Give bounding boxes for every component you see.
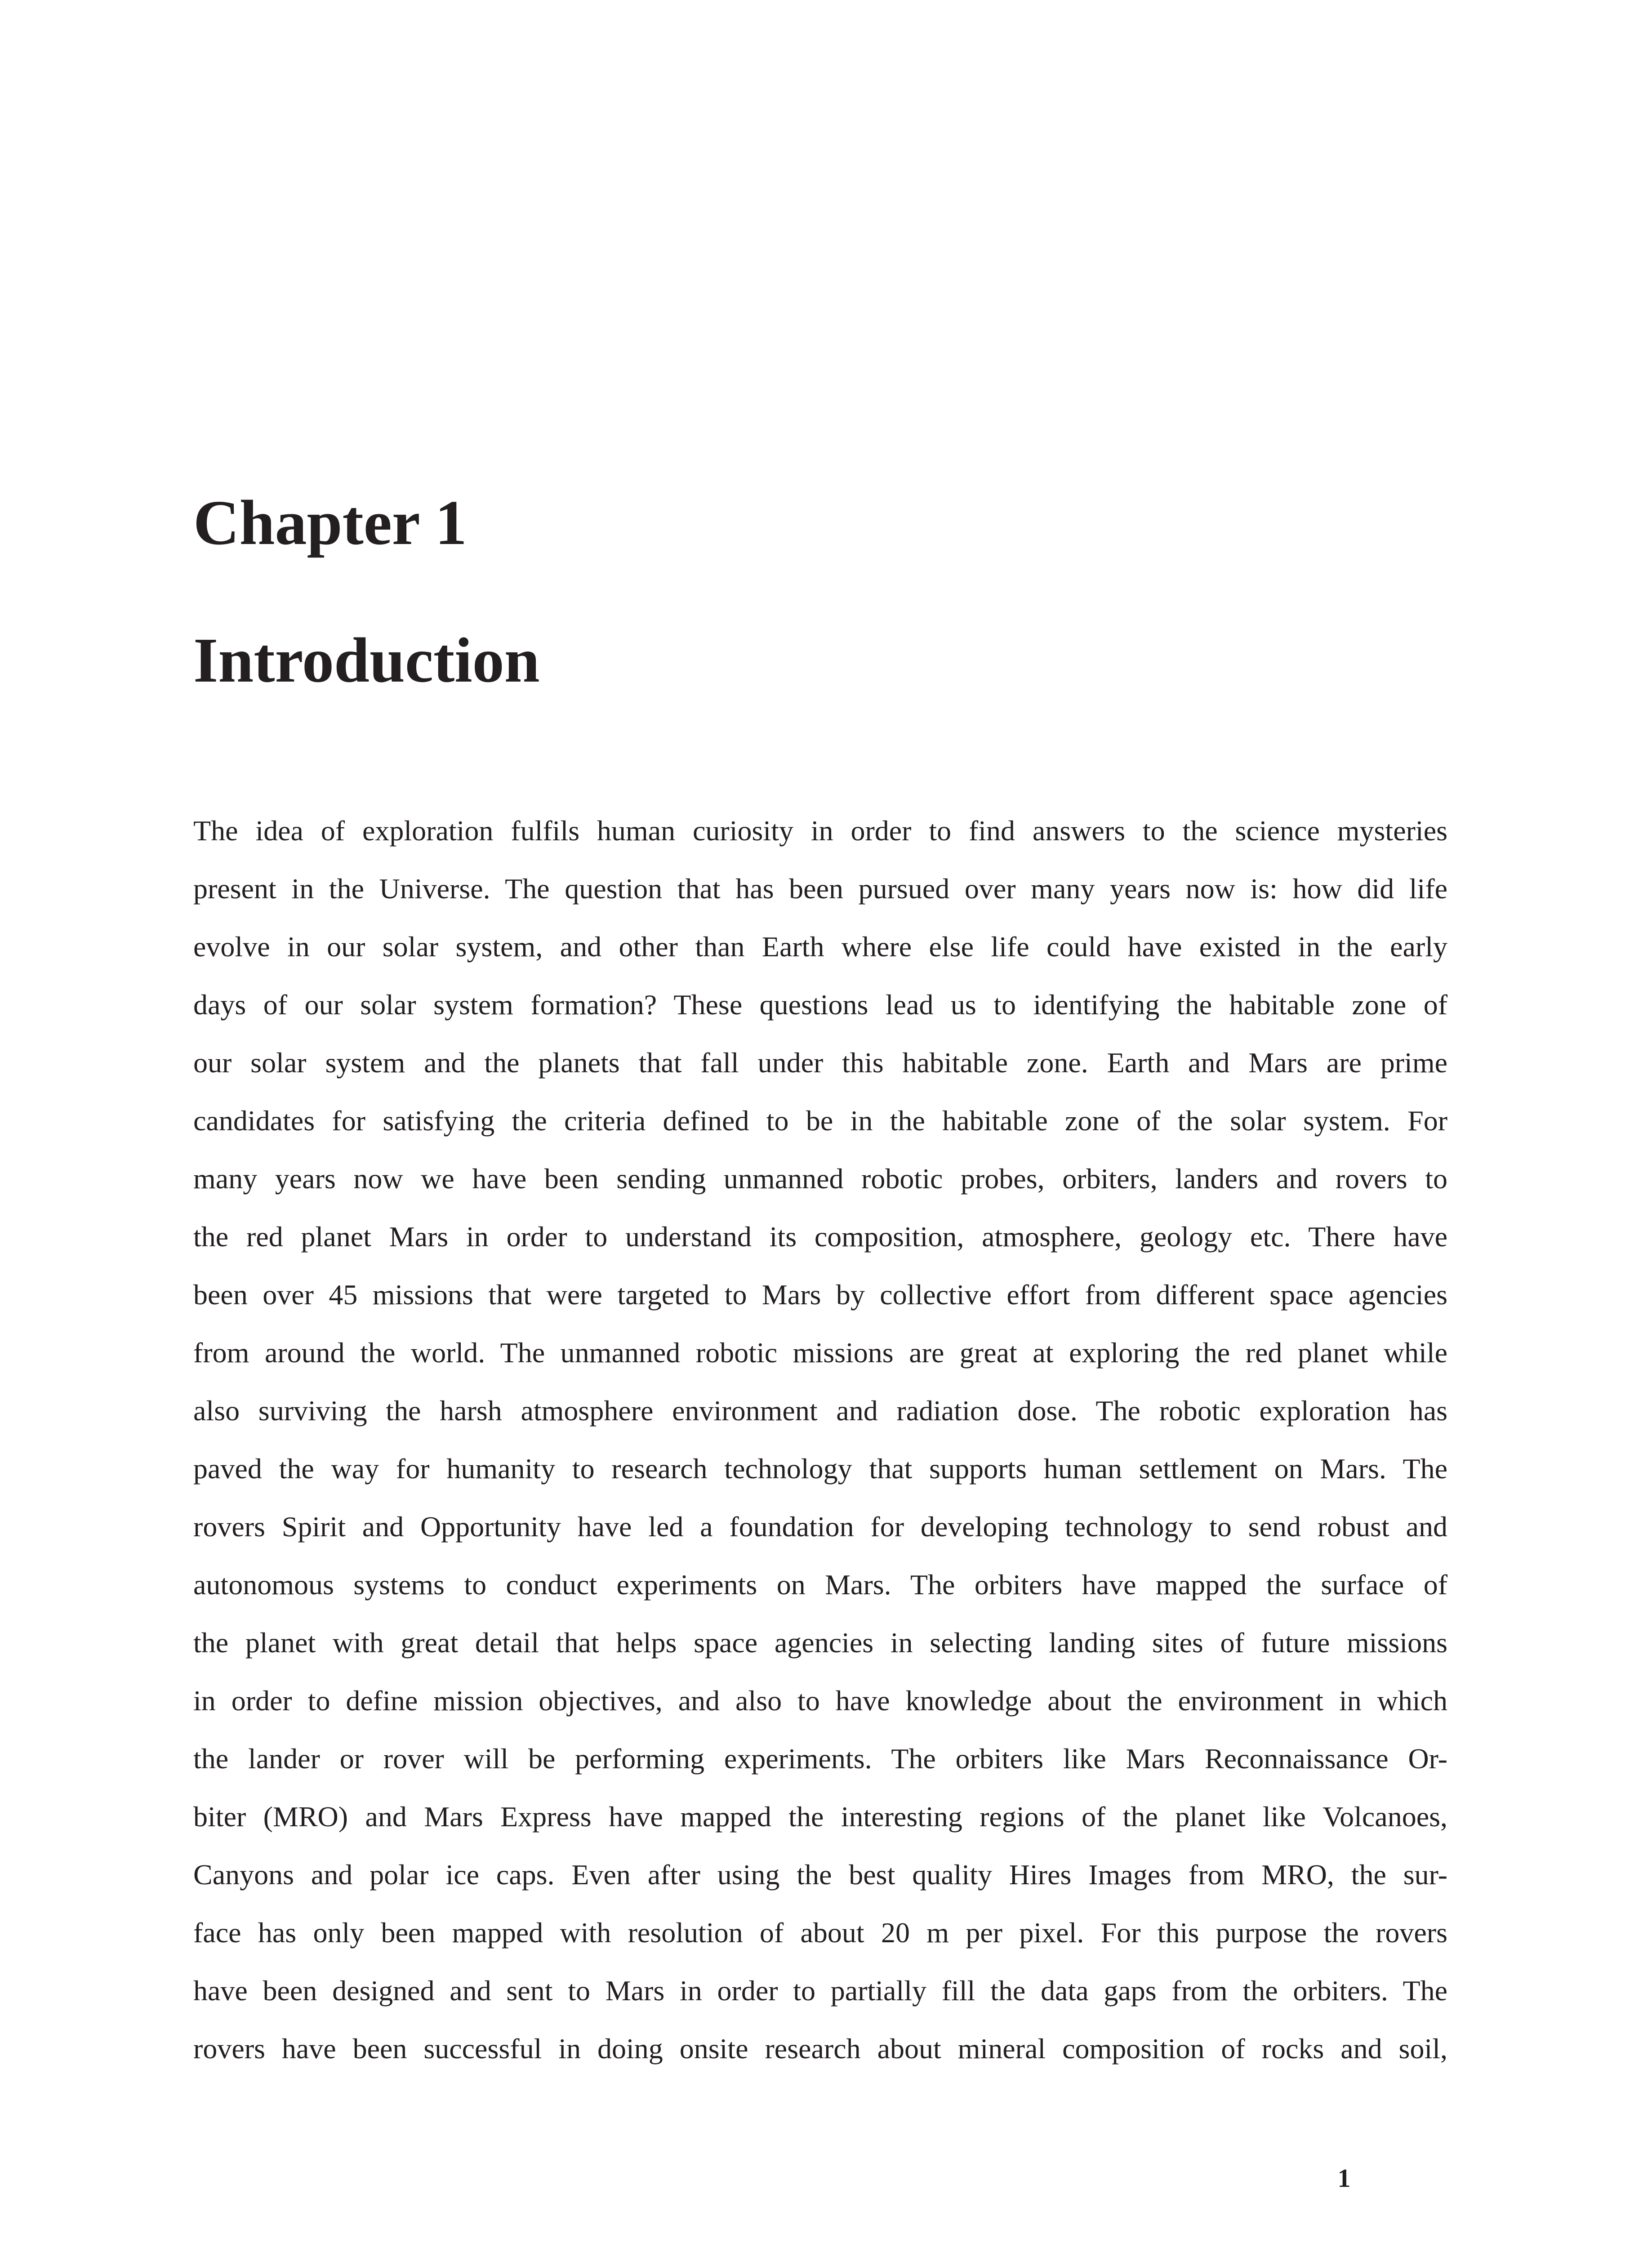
paragraph-line-3: evolve in our solar system, and other than Earth where else life could have existed in the early (193, 931, 1447, 963)
chapter-title: Introduction (193, 624, 540, 696)
paragraph-line-2: present in the Universe. The question that has been pursued over many years now is: how did life (193, 873, 1447, 905)
paragraph-line-9: been over 45 missions that were targeted to Mars by collective effort from different space agencies (193, 1279, 1447, 1311)
paragraph-line-10: from around the world. The unmanned robotic missions are great at exploring the red planet while (193, 1337, 1447, 1369)
paragraph-line-6: candidates for satisfying the criteria defined to be in the habitable zone of the solar system. For (193, 1105, 1447, 1137)
chapter-label: Chapter 1 (193, 487, 467, 558)
paragraph-line-16: in order to define mission objectives, and also to have knowledge about the environment in which (193, 1685, 1447, 1717)
body-paragraph (193, 802, 1447, 2078)
paragraph-line-1: The idea of exploration fulfils human curiosity in order to find answers to the science mysteries (193, 815, 1447, 847)
paragraph-line-5: our solar system and the planets that fall under this habitable zone. Earth and Mars are prime (193, 1047, 1447, 1079)
paragraph-line-15: the planet with great detail that helps space agencies in selecting landing sites of future missions (193, 1627, 1447, 1659)
paragraph-line-12: paved the way for humanity to research technology that supports human settlement on Mars. The (193, 1453, 1447, 1485)
paragraph-line-22: rovers have been successful in doing onsite research about mineral composition of rocks and soil, (193, 2033, 1447, 2065)
paragraph-line-14: autonomous systems to conduct experiments on Mars. The orbiters have mapped the surface of (193, 1569, 1447, 1601)
paragraph-line-13: rovers Spirit and Opportunity have led a foundation for developing technology to send robust and (193, 1511, 1447, 1543)
paragraph-line-17: the lander or rover will be performing experiments. The orbiters like Mars Reconnaissance Or- (193, 1743, 1447, 1775)
paragraph-line-18: biter (MRO) and Mars Express have mapped the interesting regions of the planet like Volcanoes, (193, 1801, 1447, 1833)
paragraph-line-19: Canyons and polar ice caps. Even after using the best quality Hires Images from MRO, the sur- (193, 1859, 1447, 1891)
page-number: 1 (1337, 2163, 1351, 2193)
paragraph-line-8: the red planet Mars in order to understand its composition, atmosphere, geology etc. There have (193, 1221, 1447, 1253)
paragraph-line-4: days of our solar system formation? These questions lead us to identifying the habitable zone of (193, 989, 1447, 1021)
paragraph-line-21: have been designed and sent to Mars in order to partially fill the data gaps from the orbiters. The (193, 1975, 1447, 2007)
paragraph-line-7: many years now we have been sending unmanned robotic probes, orbiters, landers and rovers to (193, 1163, 1447, 1195)
paragraph-line-11: also surviving the harsh atmosphere environment and radiation dose. The robotic exploration has (193, 1395, 1447, 1427)
paragraph-line-20: face has only been mapped with resolution of about 20 m per pixel. For this purpose the rovers (193, 1917, 1447, 1949)
